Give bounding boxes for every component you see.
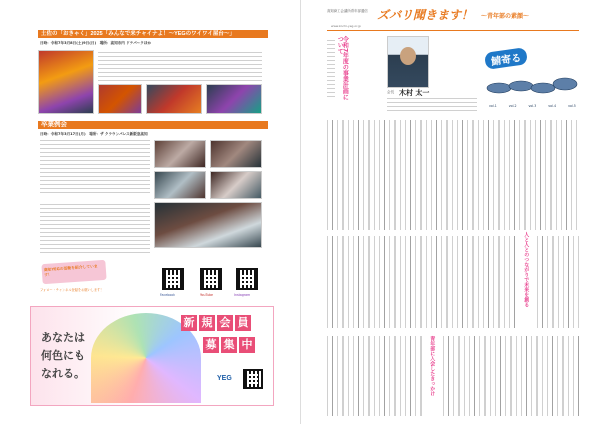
- headline-vertical: 人と人とのつながりで未来を創る: [523, 232, 530, 307]
- logo-number: vol.2: [508, 104, 517, 108]
- graduates-list: [40, 204, 150, 256]
- section1-meta: 日時：令和7年3月8日(土)9日(日) 場所：高知市内 ドテパークほか: [40, 41, 152, 45]
- body-column-3: [537, 236, 579, 328]
- recruit-qr[interactable]: [243, 369, 263, 389]
- event-photo-3: [146, 84, 202, 114]
- ceremony-photo-1: [154, 140, 206, 168]
- series-logo: 鯖寄る: [484, 47, 528, 70]
- right-page: [300, 0, 600, 424]
- header-title: ズバリ聞きます！: [377, 8, 474, 22]
- badge-char: 規: [199, 315, 215, 331]
- recruit-badge-row1: [181, 315, 251, 331]
- badge-char: 会: [217, 315, 233, 331]
- interview-role: 会長: [387, 90, 395, 94]
- instagram-qr[interactable]: [236, 268, 258, 290]
- logo-number: vol.5: [568, 104, 576, 108]
- event-photo-1: [38, 50, 94, 114]
- sns-banner-text: 高知YEGの活動を紹介しています！: [43, 263, 98, 278]
- sns-banner: [41, 260, 106, 284]
- facebook-qr[interactable]: [162, 268, 184, 290]
- section2-body-text: [40, 140, 150, 196]
- recruit-headline-3: なれる。: [41, 367, 85, 380]
- recruit-headline-2: 何色にも: [41, 349, 85, 362]
- recruit-ad: [30, 306, 274, 406]
- section1-title: 土佐の「おきゃく」2025「みんなで来チャイナよ！～YEGのワイワイ屋台～」: [38, 30, 268, 38]
- portrait-face: [400, 47, 416, 65]
- logo-numbers: [489, 104, 576, 108]
- header-url: www.kochi-yeg.or.jp: [331, 24, 361, 28]
- header-subtitle: ～青年部の素顔～: [481, 13, 530, 20]
- section2-title: 卒業例会: [38, 121, 268, 129]
- section-heading-vertical: 青年部に入会したきっかけ: [429, 336, 436, 396]
- event-photo-4: [206, 84, 262, 114]
- instagram-label[interactable]: Instagram: [234, 293, 251, 297]
- badge-char: 集: [221, 337, 237, 353]
- youtube-label[interactable]: YouTube: [200, 293, 213, 297]
- badge-char: 中: [239, 337, 255, 353]
- ceremony-photo-2: [210, 140, 262, 168]
- interview-question: 令和7年度の事業計画について: [336, 36, 349, 101]
- section1-body-text: [98, 52, 262, 82]
- ceremony-photo-3: [154, 171, 206, 199]
- badge-char: 新: [181, 315, 197, 331]
- facebook-label[interactable]: Facebook: [160, 293, 175, 297]
- fish-illustration: [485, 66, 583, 106]
- ceremony-photo-5: [154, 202, 262, 248]
- logo-number: vol.1: [489, 104, 497, 108]
- body-column-1: [327, 120, 577, 230]
- body-column-2: [327, 236, 517, 328]
- youtube-qr[interactable]: [200, 268, 222, 290]
- header-rule: [327, 30, 579, 31]
- sns-follow-text: フォロー・チャンネル登録をお願いします！: [40, 288, 104, 292]
- fish-icon: [485, 66, 583, 106]
- profile-details: [387, 98, 477, 112]
- profile-text: [327, 40, 335, 100]
- badge-char: 募: [203, 337, 219, 353]
- badge-char: 員: [235, 315, 251, 331]
- recruit-headline-1: あなたは: [41, 331, 85, 344]
- section2-meta: 日時：令和7年3月17日(月) 場所：ザ クラウンパレス新阪急高知: [40, 132, 148, 136]
- header-small: 高知商工会議所青年部通信: [327, 9, 368, 13]
- recruit-badge-row2: [203, 337, 255, 353]
- interview-name: 木村 太一: [399, 89, 430, 97]
- event-photo-2: [98, 84, 142, 114]
- ceremony-photo-4: [210, 171, 262, 199]
- portrait-photo: [387, 36, 429, 88]
- logo-number: vol.4: [548, 104, 557, 108]
- body-column-5: [443, 336, 579, 416]
- yeg-logo: YEG: [217, 375, 232, 382]
- body-column-4: [327, 336, 423, 416]
- logo-number: vol.3: [528, 104, 537, 108]
